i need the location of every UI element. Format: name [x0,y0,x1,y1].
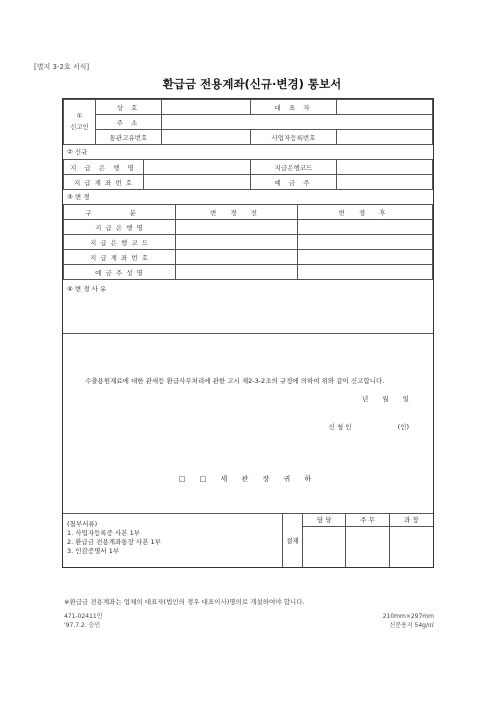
attachment-item: 2. 환급금 전용계좌통장 사본 1부 [67,538,161,546]
new-account-table [63,159,433,190]
change-row-label: 지 급 은 행 명 [64,220,176,235]
approval-grid [303,514,433,567]
address-field[interactable] [162,115,433,130]
before-field[interactable] [176,235,298,250]
form-number-label: [별지 3-2호 서식] [34,63,90,71]
paper-size: 210mm×297mm [382,613,434,620]
after-field[interactable] [298,235,433,250]
applicant-table [63,99,433,145]
depositor-label: 예 금 주 [251,175,337,190]
applicant-sign-label: 신 청 인 [328,423,352,431]
change-row-label: 지 급 은 행 코 드 [64,235,176,250]
after-field[interactable] [298,220,433,235]
addressee-line [63,474,433,484]
address-label: 주 소 [96,115,162,130]
approval-sign-chief[interactable] [346,527,389,567]
page-title: 환급금 전용계좌(신규·변경) 통보서 [162,77,342,91]
category-header: 구 분 [64,205,176,220]
office-label: 세 관 장 귀 하 [220,475,318,483]
office-checkboxes[interactable]: □ □ [178,475,213,483]
approval-label: 결재 [283,514,303,567]
footnote: ※환급금 전용계좌는 업체의 대표자(법인의 경우 대표이사)명의로 개설하여야 합니다. [64,598,305,606]
representative-label: 대 표 자 [251,100,337,115]
applicant-signature-line [329,422,409,431]
after-field[interactable] [298,265,433,280]
customs-id-field[interactable] [162,130,251,145]
publication-info-right [383,612,434,630]
account-no-field[interactable] [144,175,251,190]
bank-code-label: 지급은행코드 [251,160,337,175]
change-section-header: ③ 변 경 [63,190,433,205]
change-table [63,204,433,280]
attachment-item: 3. 인감증명서 1부 [67,547,120,555]
approval-box [283,514,433,567]
change-row-label: 예 금 주 성 명 [64,265,176,280]
approval-sign-staff[interactable] [303,527,346,567]
bottom-section [63,514,433,567]
after-header: 변 경 후 [298,205,433,220]
change-row-label: 지 급 계 좌 번 호 [64,250,176,265]
approval-col-staff: 담 당 [303,514,346,527]
date-line: 년 월 일 [362,395,415,403]
biz-reg-no-label: 사업자등록번호 [251,130,337,145]
paper-type: 신문용지 54g/㎡ [389,622,434,629]
change-reason-section[interactable] [63,279,433,334]
depositor-field[interactable] [337,175,433,190]
approval-sign-head[interactable] [390,527,433,567]
customs-id-label: 통관고유번호 [96,130,162,145]
before-field[interactable] [176,220,298,235]
approval-col-chief: 주 무 [346,514,389,527]
before-field[interactable] [176,265,298,280]
applicant-label: 신고인 [70,123,89,131]
notification-form [62,98,434,568]
trade-name-field[interactable] [162,100,251,115]
attachments-box [63,514,283,567]
seal-mark: (인) [397,423,409,431]
trade-name-label: 상 호 [96,100,162,115]
account-no-label: 지 급 계 좌 번 호 [64,175,144,190]
bank-name-field[interactable] [144,160,251,175]
change-reason-label: ④ 변 경 사 유 [67,285,107,293]
after-field[interactable] [298,250,433,265]
approval-col-head: 과 장 [390,514,433,527]
declaration-area [63,334,433,514]
bank-name-label: 지 급 은 행 명 [64,160,144,175]
bank-code-field[interactable] [337,160,433,175]
form-code: 471-02411민 [64,613,103,620]
approval-date: '97.7.2. 승인 [64,622,101,629]
attachment-item: 1. 사업자등록증 사본 1부 [67,529,141,537]
declaration-statement: 수출용원재료에 대한 관세등 환급사무처리에 관한 고시 제2-3-2조의 규정에 의하여 위와 같이 신고합니다. [85,377,385,385]
attachments-title: (첨부서류) [67,520,98,528]
publication-info-left [64,612,103,630]
representative-field[interactable] [337,100,433,115]
section-number: ① [76,112,83,120]
before-field[interactable] [176,250,298,265]
biz-reg-no-field[interactable] [337,130,433,145]
new-section-header: ② 신규 [63,145,433,160]
applicant-section-label [64,100,96,145]
before-header: 변 경 전 [176,205,298,220]
